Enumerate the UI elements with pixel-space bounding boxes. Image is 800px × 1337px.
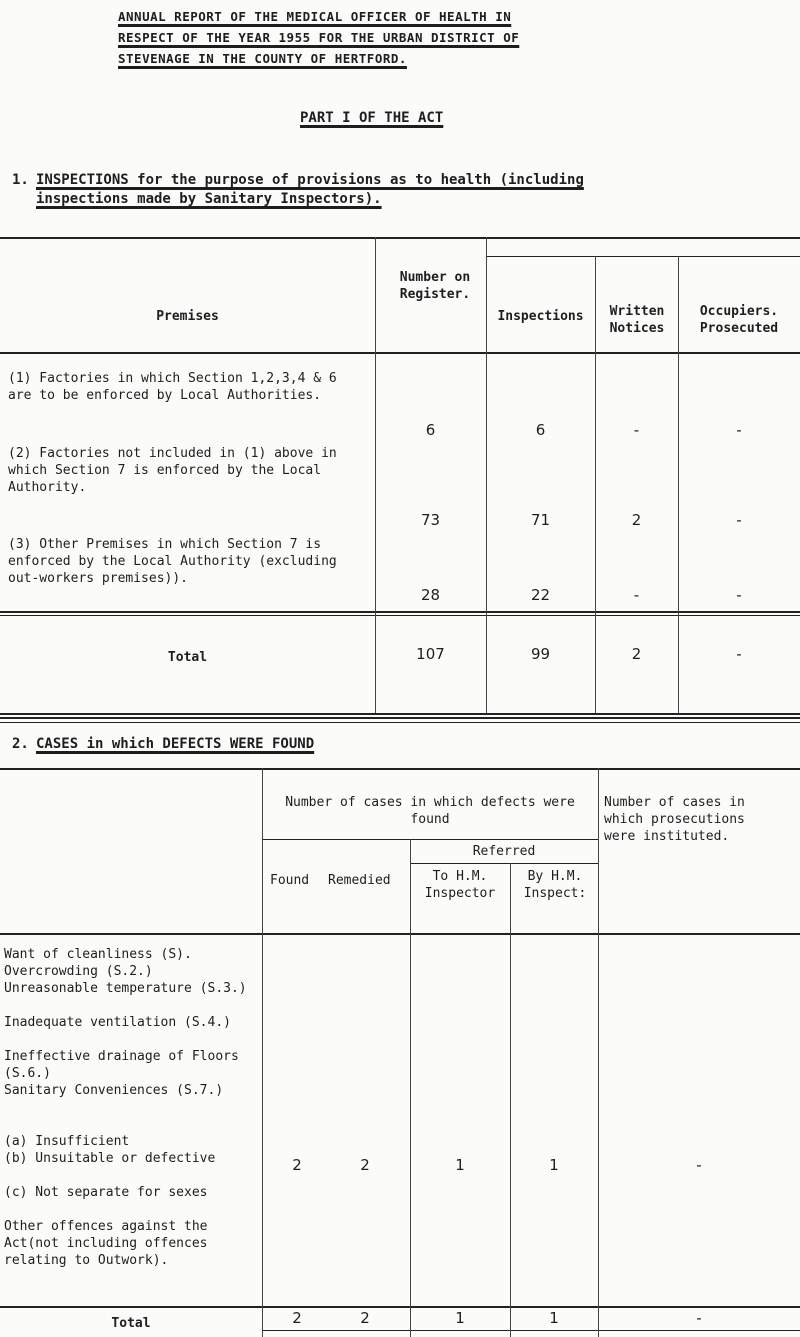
total-to-hm: 1 bbox=[455, 1309, 465, 1327]
total-inspections: 99 bbox=[530, 645, 551, 663]
prosecuted-value: - bbox=[736, 586, 742, 604]
defects-total-label: Total bbox=[111, 1316, 151, 1331]
section2-number: 2. bbox=[12, 736, 29, 752]
particular-item: (b) Unsuitable or defective bbox=[4, 1151, 216, 1166]
total-label: Total bbox=[167, 650, 208, 665]
prosecutions-value: - bbox=[696, 1156, 702, 1174]
section2-title: CASES in which DEFECTS WERE FOUND bbox=[36, 736, 315, 752]
particular-item: (c) Not separate for sexes bbox=[4, 1185, 208, 1200]
part-title: PART I OF THE ACT bbox=[300, 110, 444, 126]
col-found-header: Found bbox=[270, 873, 310, 888]
col-prosecutions-header: Number of cases in which prosecutions were instituted. bbox=[604, 795, 745, 844]
particular-item: Inadequate ventilation (S.4.) bbox=[4, 1015, 231, 1030]
total-found: 2 bbox=[292, 1309, 302, 1327]
particular-item: Ineffective drainage of Floors (S.6.) bbox=[4, 1049, 239, 1081]
col-to-hm-inspector-header: To H.M. Inspector bbox=[424, 869, 496, 901]
defects-found-header: Number of cases in which defects were found bbox=[285, 795, 575, 827]
remedied-value: 2 bbox=[360, 1156, 370, 1174]
table-row-label: (1) Factories in which Section 1,2,3,4 & 6 are to be enforced by Local Authorities. bbox=[8, 371, 337, 403]
section1-title-line1: INSPECTIONS for the purpose of provisions as to health (including bbox=[36, 172, 584, 188]
total-prosecuted: - bbox=[736, 645, 742, 663]
register-value: 6 bbox=[425, 421, 436, 439]
col-remedied-header: Remedied bbox=[328, 873, 391, 888]
section1-title-line2: inspections made by Sanitary Inspectors). bbox=[36, 191, 382, 207]
section1-number: 1. bbox=[12, 172, 29, 188]
by-hm-value: 1 bbox=[549, 1156, 559, 1174]
defects-table bbox=[0, 760, 800, 1337]
col-written-notices-header: Written Notices bbox=[609, 304, 665, 336]
register-value: 28 bbox=[420, 586, 441, 604]
register-value: 73 bbox=[420, 511, 441, 529]
particular-item: Want of cleanliness (S). bbox=[4, 947, 192, 962]
report-title-line1: ANNUAL REPORT OF THE MEDICAL OFFICER OF HEALTH IN bbox=[118, 9, 512, 24]
particular-item: Sanitary Conveniences (S.7.) bbox=[4, 1083, 224, 1098]
total-notices: 2 bbox=[631, 645, 642, 663]
total-remedied: 2 bbox=[360, 1309, 370, 1327]
total-register: 107 bbox=[416, 645, 445, 663]
notices-value: - bbox=[633, 421, 640, 439]
col-occupiers-prosecuted-header: Occupiers. Prosecuted bbox=[699, 304, 779, 336]
col-inspections-header: Inspections bbox=[497, 309, 584, 324]
notices-value: 2 bbox=[631, 511, 642, 529]
report-title-line3: STEVENAGE IN THE COUNTY OF HERTFORD. bbox=[118, 51, 407, 66]
table-row-label: (2) Factories not included in (1) above in which Section 7 is enforced by the Local Authority. bbox=[8, 446, 337, 495]
col-premises-header: Premises bbox=[156, 309, 219, 324]
prosecuted-value: - bbox=[736, 511, 742, 529]
particular-item: Other offences against the Act(not including offences relating to Outwork). bbox=[4, 1219, 208, 1268]
particular-item: (a) Insufficient bbox=[4, 1134, 130, 1149]
col-by-hm-inspector-header: By H.M. Inspect: bbox=[523, 869, 587, 901]
prosecuted-value: - bbox=[736, 421, 742, 439]
particular-item: Overcrowding (S.2.) bbox=[4, 964, 153, 979]
inspections-value: 71 bbox=[530, 511, 551, 529]
col-referred-header: Referred bbox=[472, 844, 536, 859]
report-title-line2: RESPECT OF THE YEAR 1955 FOR THE URBAN DISTRICT OF bbox=[118, 30, 520, 45]
particular-item: Unreasonable temperature (S.3.) bbox=[4, 981, 247, 996]
inspections-value: 6 bbox=[535, 421, 546, 439]
inspections-table bbox=[0, 225, 800, 695]
notices-value: - bbox=[633, 586, 640, 604]
found-value: 2 bbox=[292, 1156, 302, 1174]
table-row-label: (3) Other Premises in which Section 7 is enforced by the Local Authority (excluding out-workers premises)). bbox=[8, 537, 337, 586]
col-register-header: Number on Register. bbox=[399, 270, 471, 302]
total-by-hm: 1 bbox=[549, 1309, 559, 1327]
total-prosecutions: - bbox=[696, 1309, 702, 1327]
inspections-value: 22 bbox=[530, 586, 551, 604]
to-hm-value: 1 bbox=[455, 1156, 465, 1174]
